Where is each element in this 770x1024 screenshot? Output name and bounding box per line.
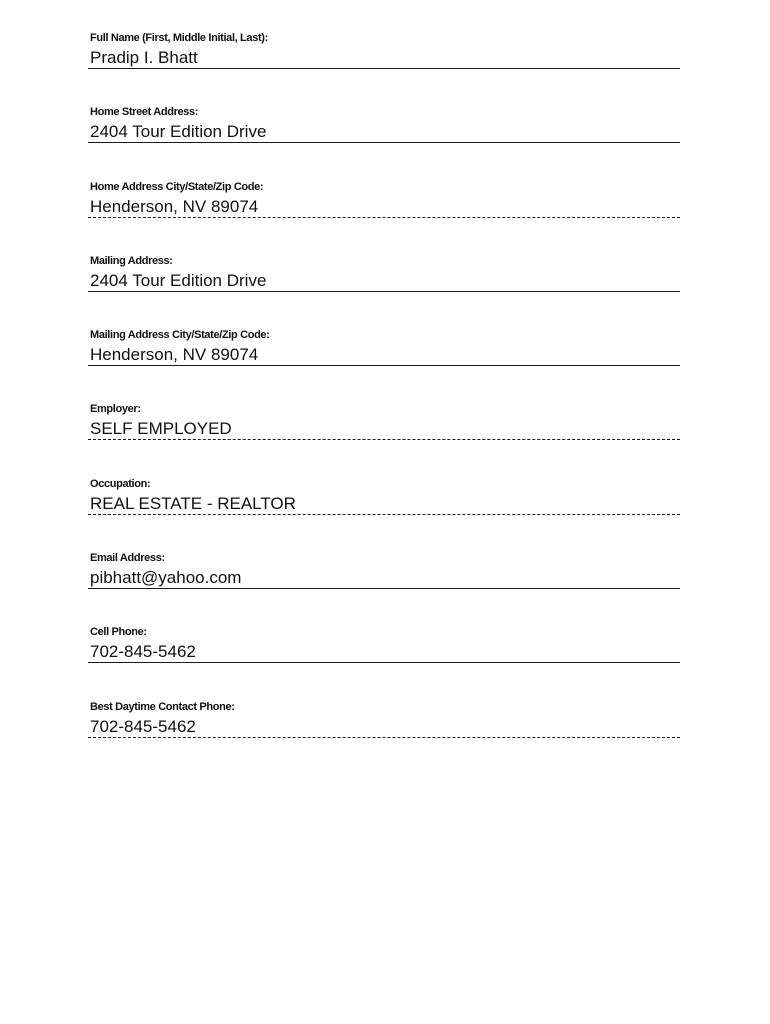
field-label: Best Daytime Contact Phone:: [90, 700, 235, 713]
field-employer: [88, 402, 680, 476]
field-underline: [88, 344, 680, 366]
field-value: 2404 Tour Edition Drive: [90, 270, 267, 290]
field-email-address: [88, 551, 680, 625]
field-label: Mailing Address City/State/Zip Code:: [90, 329, 270, 342]
field-cell-phone: [88, 625, 680, 699]
field-label: Home Street Address:: [90, 106, 199, 119]
field-label: Mailing Address:: [90, 254, 173, 267]
field-home-city-state-zip: [88, 180, 680, 254]
field-underline: [88, 418, 680, 440]
contact-info-form: [88, 31, 680, 774]
field-value: 702-845-5462: [90, 642, 196, 662]
field-label: Cell Phone:: [90, 626, 147, 639]
field-best-daytime-phone: [88, 700, 680, 774]
field-value: Pradip I. Bhatt: [90, 48, 198, 67]
field-value: Henderson, NV 89074: [90, 345, 259, 365]
field-value: 702-845-5462: [90, 716, 196, 736]
field-underline: [88, 641, 680, 663]
field-underline: [88, 567, 680, 589]
field-label: Occupation:: [90, 477, 151, 490]
field-label: Full Name (First, Middle Initial, Last):: [90, 32, 268, 44]
field-full-name: [88, 31, 680, 105]
field-value: Henderson, NV 89074: [90, 196, 259, 216]
field-label: Home Address City/State/Zip Code:: [90, 180, 264, 193]
field-underline: [88, 493, 680, 515]
field-underline: [88, 196, 680, 218]
field-mailing-city-state-zip: [88, 328, 680, 402]
field-occupation: [88, 477, 680, 551]
field-value: pibhatt@yahoo.com: [90, 568, 242, 588]
field-value: REAL ESTATE - REALTOR: [90, 493, 296, 513]
field-underline: [88, 716, 680, 738]
field-value: SELF EMPLOYED: [90, 419, 232, 439]
field-mailing-address: [88, 254, 680, 328]
field-underline: [88, 270, 680, 292]
field-underline: [88, 47, 680, 69]
field-value: 2404 Tour Edition Drive: [90, 122, 267, 142]
field-home-street-address: [88, 105, 680, 179]
field-label: Employer:: [90, 403, 141, 416]
field-label: Email Address:: [90, 552, 165, 565]
field-underline: [88, 121, 680, 143]
